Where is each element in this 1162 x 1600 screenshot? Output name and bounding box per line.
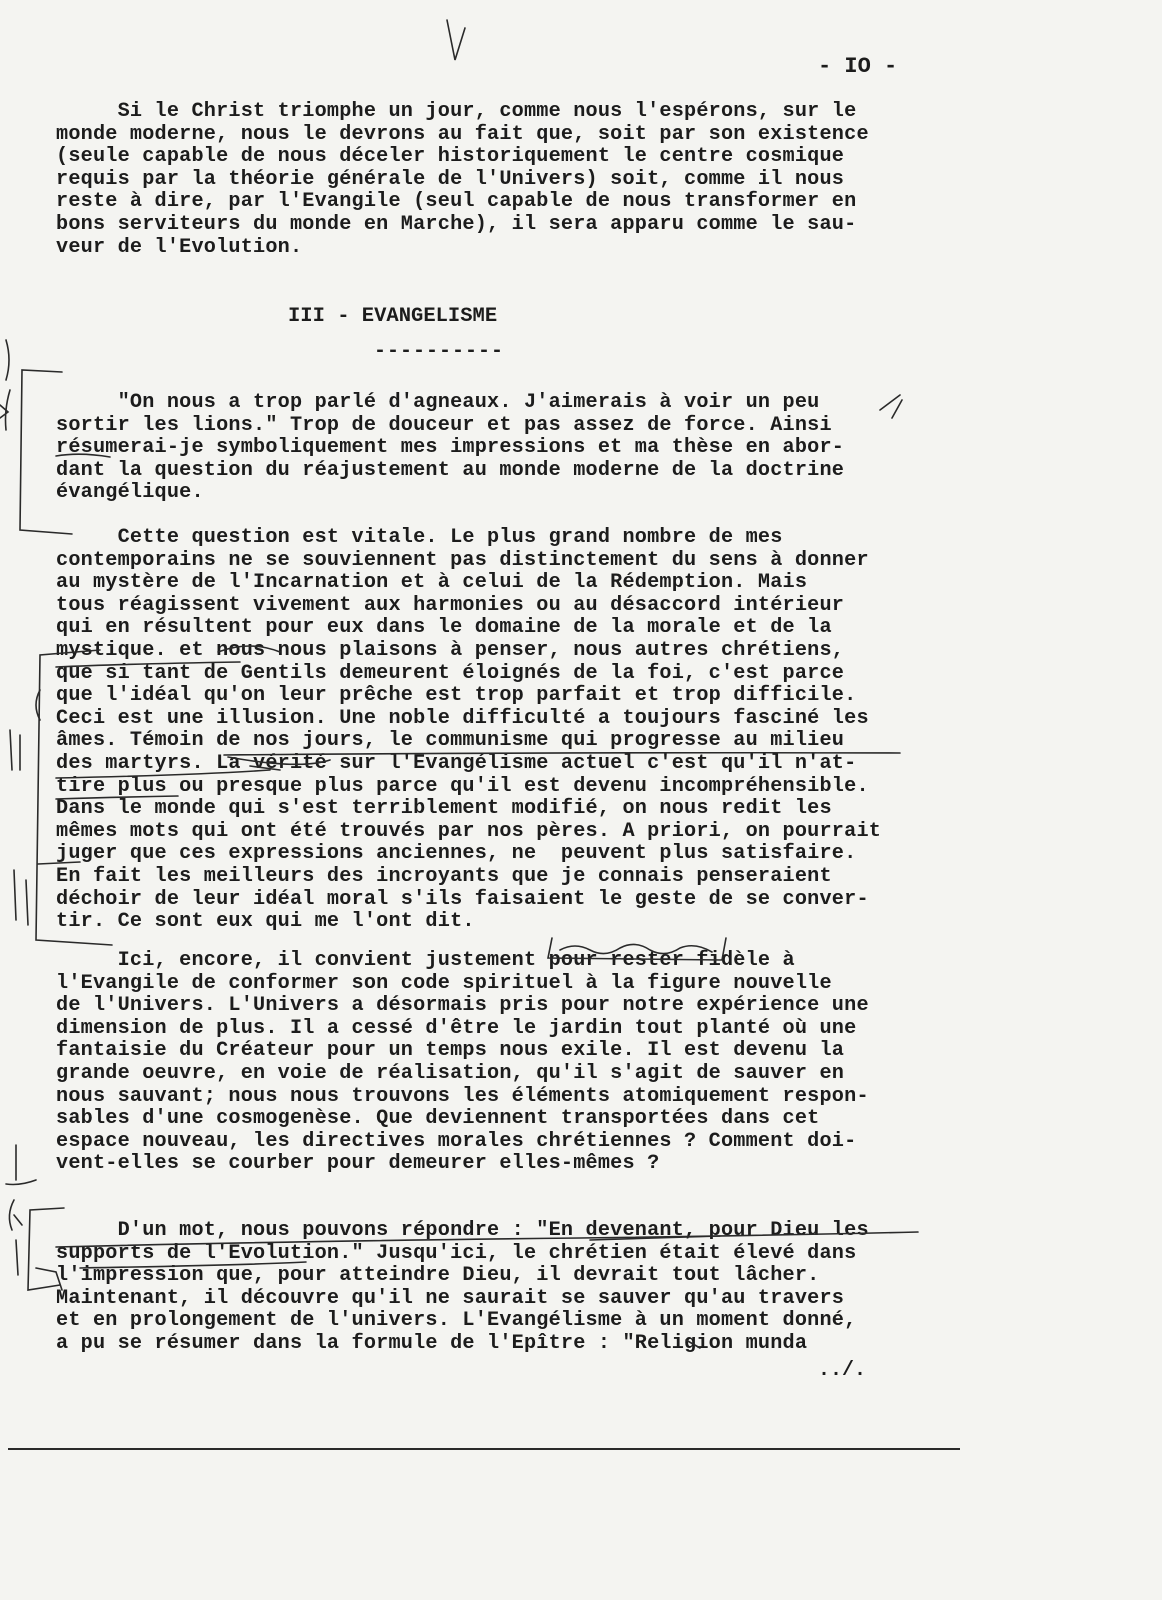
text-line: l'impression que, pour atteindre Dieu, il devrait tout lâcher. [56,1264,820,1288]
text-line: tir. Ce sont eux qui me l'ont dit. [56,910,475,934]
text-line: des martyrs. La vérité sur l'Evangélisme actuel c'est qu'il n'at- [56,751,857,775]
text-line: "On nous a trop parlé d'agneaux. J'aimerais à voir un peu [56,391,820,414]
text-line: Dans le monde qui s'est terriblement modifié, on nous redit les [56,797,832,821]
text-line: mystique. et nous nous plaisons à penser, nous autres chrétiens, [56,638,845,662]
text-line: déchoir de leur idéal moral s'ils faisaient le geste de se conver- [56,887,869,911]
text-line: En fait les meilleurs des incroyants que je connais penseraient [56,864,832,888]
top-pen-mark [447,20,465,60]
text-line: Si le Christ triomphe un jour, comme nous l'espérons, sur le [56,100,857,123]
text-line: résumerai-je symboliquement mes impressions et ma thèse en abor- [56,436,845,460]
text-line: bons serviteurs du monde en Marche), il sera apparu comme le sau- [56,212,857,236]
text-line: sortir les lions." Trop de douceur et pas assez de force. Ainsi [56,413,832,437]
text-line: D'un mot, nous pouvons répondre : "En devenant, pour Dieu les [56,1219,869,1242]
text-line: nous sauvant; nous nous trouvons les éléments atomiquement respon- [56,1084,869,1108]
text-line: que si tant de Gentils demeurent éloignés de la foi, c'est parce [56,661,845,685]
section-heading: III - EVANGELISME [288,305,498,328]
text-line: qui en résultent pour eux dans le domaine de la morale et de la [56,616,832,640]
text-line: Ici, encore, il convient justement pour rester fidèle à [56,949,795,972]
text-line: requis par la théorie générale de l'Univers) soit, comme il nous [56,167,845,191]
text-line: Cette question est vitale. Le plus grand nombre de mes [56,526,783,549]
text-line: Maintenant, il découvre qu'il ne saurait se sauver qu'au travers [56,1286,845,1310]
text-line: que l'idéal qu'on leur prêche est trop parfait et trop difficile. [56,684,857,708]
text-line: dant la question du réajustement au monde moderne de la doctrine [56,458,845,482]
text-line: évangélique. [56,481,204,505]
text-line: supports de l'Evolution." Jusqu'ici, le chrétien était élevé dans [56,1241,857,1265]
text-line: monde moderne, nous le devrons au fait que, soit par son existence [56,122,869,146]
text-line: grande oeuvre, en voie de réalisation, qu'il s'agit de sauver en [56,1061,845,1085]
margin-note-box [548,938,726,960]
text-line: âmes. Témoin de nos jours, le communisme qui progresse au milieu [56,729,845,753]
page-number: - IO - [818,54,898,79]
continuation-mark: ../. [818,1359,867,1382]
text-line: mêmes mots qui ont été trouvés par nos pères. A priori, on pourrait [56,819,882,843]
text-line: juger que ces expressions anciennes, ne peuvent plus satisfaire. [56,842,857,866]
text-line: au mystère de l'Incarnation et à celui de la Rédemption. Mais [56,571,808,595]
page-bottom-rule [8,1448,960,1450]
text-line: tous réagissent vivement aux harmonies ou au désaccord intérieur [56,593,845,617]
text-line: espace nouveau, les directives morales chrétiennes ? Comment doi- [56,1129,857,1153]
text-line: Ceci est une illusion. Une noble difficulté a toujours fasciné les [56,706,869,730]
text-line: tire plus ou presque plus parce qu'il est devenu incompréhensible. [56,774,869,798]
text-line: fantaisie du Créateur pour un temps nous exile. Il est devenu la [56,1039,845,1063]
heading-underline: ---------- [374,340,505,363]
text-line: l'Evangile de conformer son code spirituel à la figure nouvelle [56,971,832,995]
text-line: et en prolongement de l'univers. L'Evangélisme à un moment donné, [56,1309,857,1333]
text-line: vent-elles se courber pour demeurer elles-mêmes ? [56,1152,660,1176]
text-line: (seule capable de nous déceler historiquement le centre cosmique [56,145,845,169]
text-line: veur de l'Evolution. [56,235,303,259]
text-line: contemporains ne se souviennent pas distinctement du sens à donner [56,548,869,572]
text-line: reste à dire, par l'Evangile (seul capable de nous transformer en [56,190,857,214]
text-line: sables d'une cosmogenèse. Que deviennent transportées dans cet [56,1107,820,1131]
text-line: a pu se résumer dans la formule de l'Epître : "Religion munda [56,1331,808,1355]
margin-bracket-lions [20,370,72,534]
text-line: de l'Univers. L'Univers a désormais pris pour notre expérience une [56,994,869,1018]
text-line: dimension de plus. Il a cessé d'être le jardin tout planté où une [56,1016,857,1040]
